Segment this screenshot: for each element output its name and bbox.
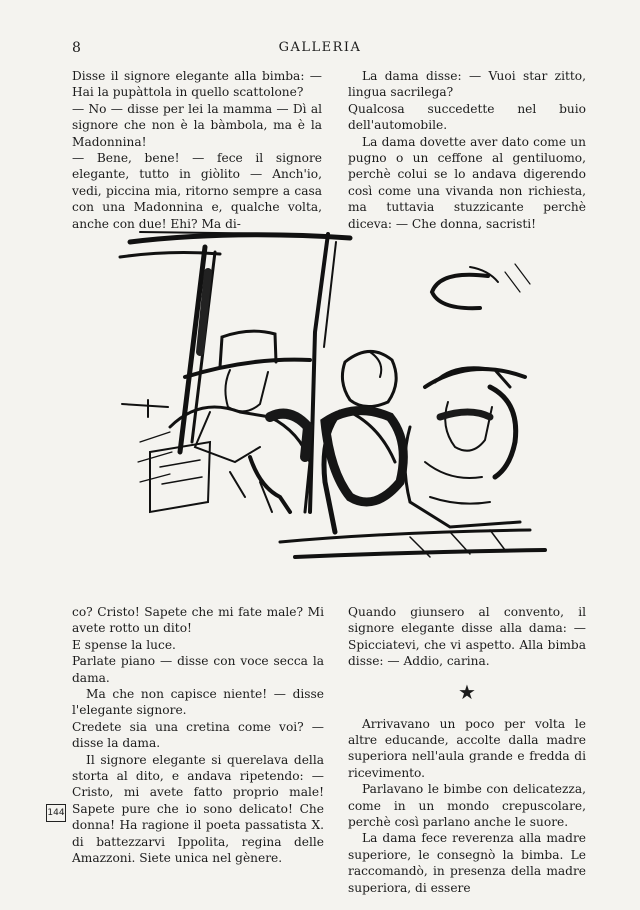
paragraph: Ma che non capisce niente! — disse l'elegante signore. (72, 687, 324, 718)
paragraph: E spense la luce. (72, 637, 176, 652)
column-top-left (72, 68, 322, 232)
archive-stamp: 144 (46, 804, 66, 822)
column-bottom-right (348, 604, 586, 896)
paragraph: Parlavano le bimbe con delicatezza, come in un mondo crepuscolare, perchè così parlano anche le suore. (348, 782, 586, 830)
paragraph: — Bene, bene! — fece il signore elegante, tutto in giòlito — Anch'io, vedi, piccina mia, ritorno sempre a casa con una Madonnina e, qualche volta, anche con due! Ehi? Ma di- (72, 151, 322, 231)
column-bottom-left (72, 604, 324, 867)
paragraph: Credete sia una cretina come voi? — disse la dama. (72, 719, 324, 751)
paragraph: La dama fece reverenza alla madre superiore, le consegnò la bimba. Le raccomandò, in presenza della madre superiora, di essere (348, 831, 586, 895)
paragraph: Qualcosa succedette nel buio dell'automobile. (348, 101, 586, 133)
page-number: 8 (72, 40, 81, 56)
paragraph: Quando giunsero al convento, il signore elegante disse alla dama: — Spicciatevi, che vi aspetto. Alla bimba disse: — Addio, carina. (348, 605, 586, 669)
paragraph: — No — disse per lei la mamma — Dì al signore che non è la bàmbola, ma è la Madonnina! (72, 101, 322, 149)
paragraph: co? Cristo! Sapete che mi fate male? Mi avete rotto un dito! (72, 605, 324, 636)
paragraph: Parlate piano — disse con voce secca la dama. (72, 654, 324, 685)
section-separator-star: ★ (458, 679, 476, 704)
paragraph: Il signore elegante si querelava della storta al dito, e andava ripetendo: — Cristo, mi avete fatto proprio male! Sapete pure che io sono delicato! Che donna! Ha ragione il poeta passatista X. di battezzarvi Ippolita, regina delle Amazzoni. Siete unica nel gènere. (72, 752, 324, 866)
paragraph: Disse il signore elegante alla bimba: — Hai la pupàttola in quello scattolone? (72, 69, 322, 100)
paragraph: La dama disse: — Vuoi star zitto, lingua sacrilega? (348, 69, 586, 100)
running-title: GALLERIA (278, 40, 362, 55)
paragraph: La dama dovette aver dato come un pugno o un ceffone al gentiluomo, perchè colui se lo andava digerendo così come una vivanda non richiesta, ma tuttavia stuzzicante perchè diceva: — Che donna, sacristi! (348, 134, 586, 231)
car-interior-illustration (110, 212, 560, 587)
paragraph: Arrivavano un poco per volta le altre educande, accolte dalla madre superiora nell'aula grande e fredda di ricevimento. (348, 716, 586, 780)
column-top-right (348, 68, 586, 232)
